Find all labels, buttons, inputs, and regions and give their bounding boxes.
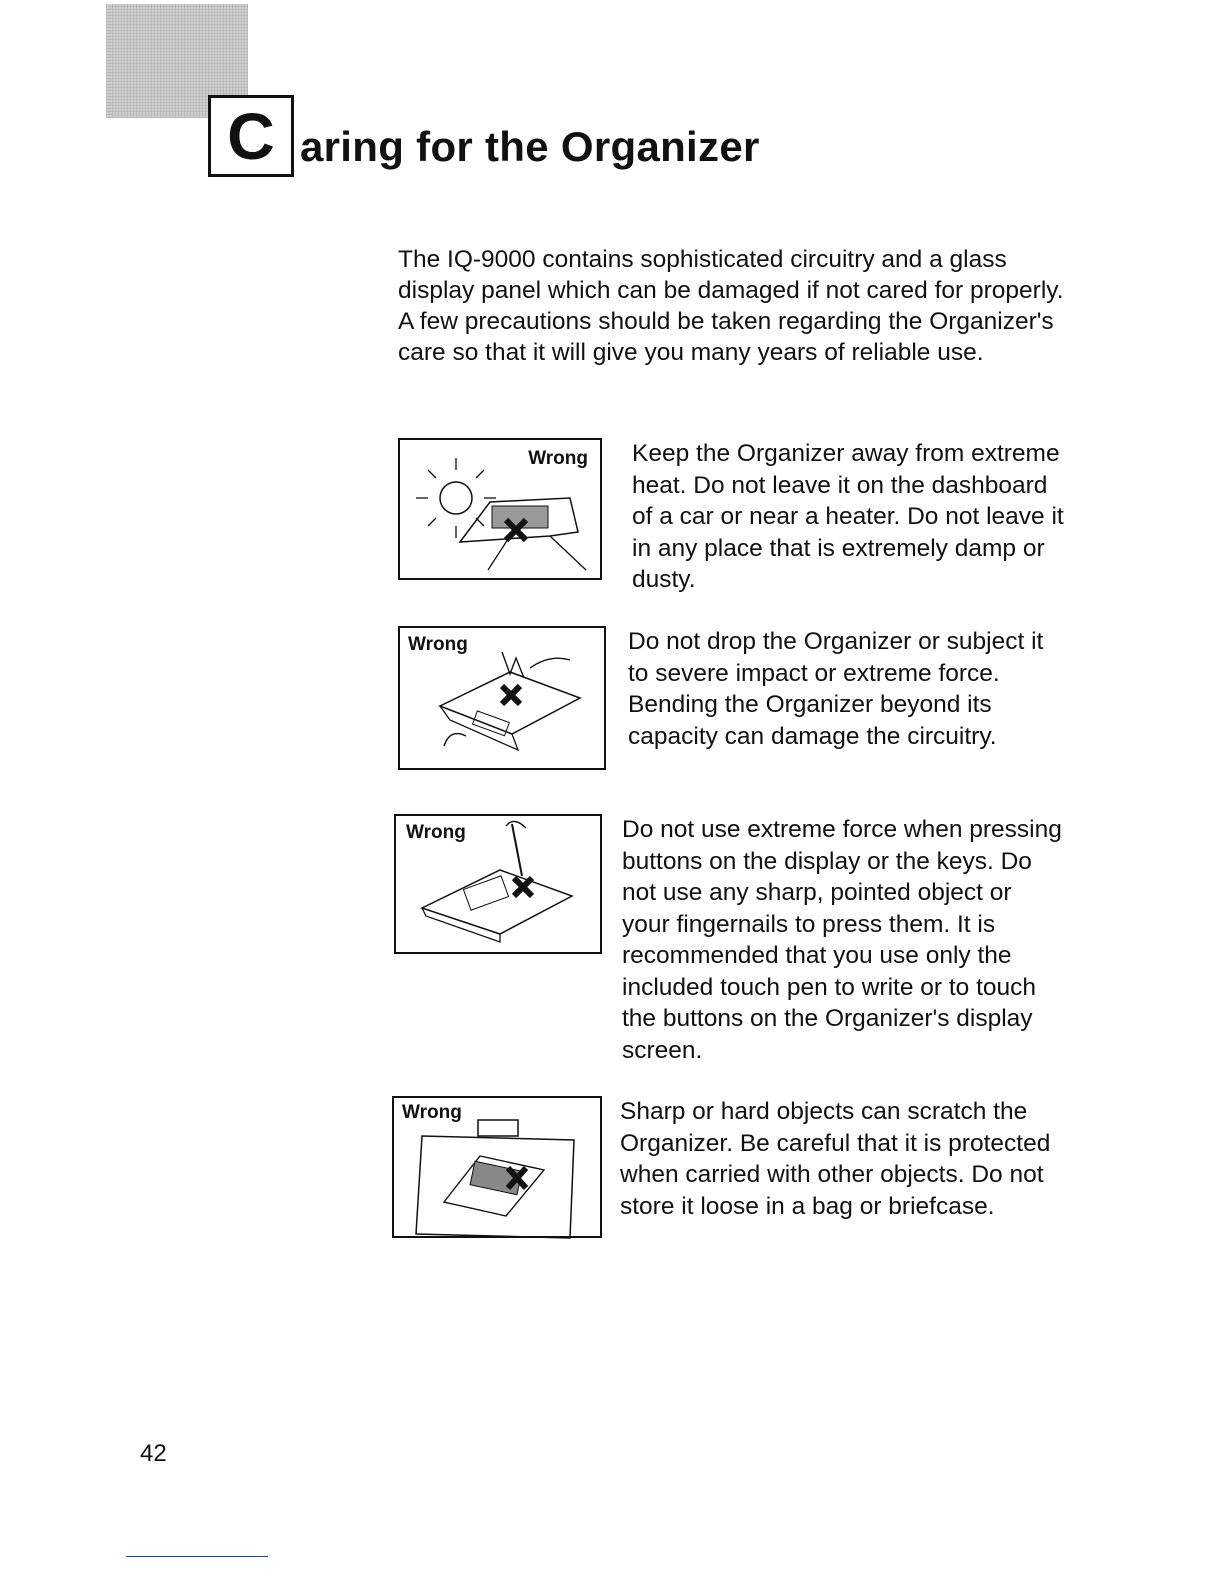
section-text: Sharp or hard objects can scratch the Organizer. Be careful that it is protected when carried with other objects. Do not store it loose in a bag or briefcase. bbox=[620, 1098, 1051, 1220]
intro-paragraph: The IQ-9000 contains sophisticated circuitry and a glass display panel which can be damaged if not cared for properly. A few precautions should be taken regarding the Organizer's care so that it will give you many years of reliable use. bbox=[398, 246, 1064, 366]
title-text: aring for the Organizer bbox=[300, 123, 760, 170]
sun-dashboard-icon bbox=[400, 440, 604, 582]
bending-organizer-icon bbox=[400, 628, 608, 772]
briefcase-icon bbox=[394, 1098, 604, 1240]
illustration-heat bbox=[398, 438, 602, 580]
wrong-label: Wrong bbox=[402, 1102, 462, 1123]
section-text: Do not drop the Organizer or subject it to severe impact or extreme force. Bending the Organizer beyond its capacity can damage the circuitry. bbox=[628, 628, 1044, 750]
title-initial-box bbox=[208, 95, 294, 177]
title-initial: C bbox=[227, 99, 275, 173]
wrong-label: Wrong bbox=[408, 634, 468, 655]
page-number: 42 bbox=[140, 1440, 167, 1467]
wrong-label: Wrong bbox=[528, 448, 588, 469]
illustration-impact bbox=[398, 626, 606, 770]
sharp-object-press-icon bbox=[396, 816, 604, 956]
illustration-scratch bbox=[392, 1096, 602, 1238]
footnote-rule bbox=[126, 1556, 268, 1557]
section-text: Keep the Organizer away from extreme heat. Do not leave it on the dashboard of a car or near a heater. Do not leave it in any place that is extremely damp or dusty. bbox=[632, 440, 1064, 593]
illustration-buttons bbox=[394, 814, 602, 954]
section-text: Do not use extreme force when pressing buttons on the display or the keys. Do not use any sharp, pointed object or your fingernails to press them. It is recommended that you use only the included touch pen to write or to touch the buttons on the Organizer's display screen. bbox=[622, 816, 1062, 1064]
wrong-label: Wrong bbox=[406, 822, 466, 843]
page-title bbox=[208, 92, 760, 180]
